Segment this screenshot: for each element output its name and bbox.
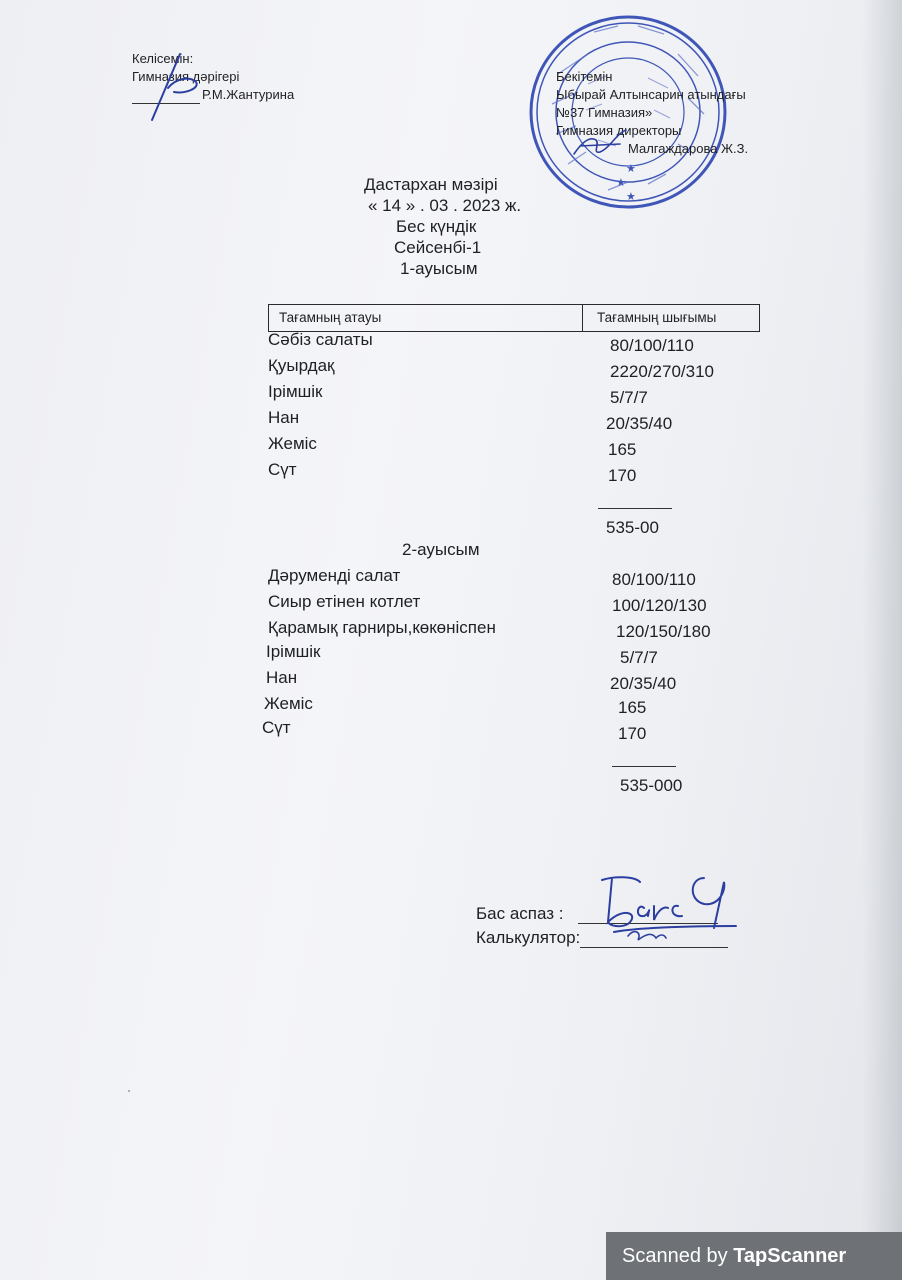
shift1-item-name: Сүт — [268, 460, 297, 479]
shift1-item-name: Сәбіз салаты — [268, 330, 373, 349]
svg-text:★: ★ — [626, 190, 636, 203]
menu-title: Дастархан мәзірі — [364, 175, 498, 194]
scanner-prefix: Scanned by — [622, 1245, 734, 1267]
approval-right-school: №37 Гимназия» — [556, 105, 653, 120]
scanner-brand: TapScanner — [733, 1245, 847, 1267]
shift2-item-yield: 100/120/130 — [612, 596, 707, 615]
shift2-item-yield: 20/35/40 — [610, 674, 677, 693]
shift1-item-yield: 165 — [608, 440, 637, 459]
speck — [128, 1090, 130, 1092]
shift1-item-yield: 5/7/7 — [610, 388, 648, 407]
chef-signature — [594, 870, 744, 950]
shift2-item-yield: 165 — [618, 698, 647, 717]
approval-right-name: Малгаждарова Ж.З. — [628, 141, 749, 156]
shift2-item-name: Дәруменді салат — [268, 566, 401, 585]
shift2-total-rule — [612, 766, 676, 767]
director-signature — [570, 124, 632, 162]
shift1-item-name: Нан — [268, 408, 300, 427]
shift1-total-rule — [598, 508, 672, 509]
shift1-total: 535-00 — [606, 518, 659, 537]
shift1-item-name: Қуырдақ — [268, 356, 335, 375]
shift2-item-yield: 170 — [618, 724, 647, 743]
shift2-item-yield: 5/7/7 — [620, 648, 658, 667]
approval-left-name: Р.М.Жантурина — [202, 87, 295, 102]
shift1-item-name: Жеміс — [268, 434, 317, 453]
menu-day: Сейсенбі-1 — [394, 238, 482, 257]
shift2-total: 535-000 — [620, 776, 683, 795]
column-header-name: Тағамның атауы — [269, 305, 583, 331]
menu-header — [290, 174, 590, 279]
calculator-label: Калькулятор: — [476, 928, 581, 947]
shift1-item-yield: 2220/270/310 — [610, 362, 714, 381]
menu-date: « 14 » . 03 . 2023 ж. — [368, 196, 522, 215]
shift-1-label: 1-ауысым — [400, 259, 478, 278]
doctor-signature — [146, 48, 206, 124]
chef-label: Бас аспаз : — [476, 904, 564, 923]
approval-left-role: Гимназия дәрігері — [132, 69, 240, 84]
shift2-item-name: Сүт — [262, 718, 291, 737]
shift1-item-yield: 80/100/110 — [610, 336, 694, 355]
shift2-item-name: Нан — [266, 668, 298, 687]
column-header-yield: Тағамның шығымы — [597, 310, 717, 325]
menu-period: Бес күндік — [396, 217, 477, 236]
shift1-item-yield: 20/35/40 — [606, 414, 673, 433]
svg-text:★: ★ — [616, 176, 626, 189]
shift2-item-yield: 120/150/180 — [616, 622, 711, 641]
shift2-item-name: Сиыр етінен котлет — [268, 592, 421, 611]
approval-right-title: Бекітемін — [556, 69, 613, 84]
shift2-item-name: Қарамық гарниры,көкөніспен — [268, 618, 496, 637]
svg-text:★: ★ — [626, 162, 636, 175]
shift-2-label: 2-ауысым — [402, 540, 480, 559]
shift1-item-name: Ірімшік — [268, 382, 323, 401]
table-header — [268, 304, 760, 332]
scanner-watermark — [606, 1232, 902, 1280]
shift2-item-yield: 80/100/110 — [612, 570, 696, 589]
shift1-item-yield: 170 — [608, 466, 637, 485]
shift2-item-name: Ірімшік — [266, 642, 321, 661]
approval-right-org: Ыбырай Алтынсарин атындағы — [556, 87, 746, 102]
approval-right-role: Гимназия директоры — [556, 123, 682, 138]
approval-left-title: Келісемін: — [132, 51, 194, 66]
shift2-item-name: Жеміс — [264, 694, 313, 713]
